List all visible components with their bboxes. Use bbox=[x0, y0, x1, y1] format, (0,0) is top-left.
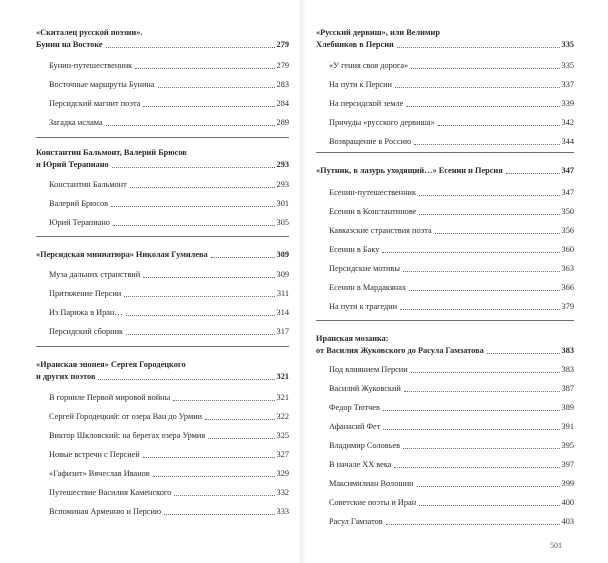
toc-entry-title: Персидский сборник bbox=[49, 327, 124, 336]
dot-leader bbox=[487, 352, 560, 354]
dot-leader bbox=[158, 86, 275, 88]
section-heading-title: Бунин на Востоке bbox=[36, 40, 103, 49]
toc-entry bbox=[36, 76, 289, 90]
toc-entry bbox=[36, 408, 289, 422]
toc-entry-page: 395 bbox=[561, 441, 574, 450]
toc-entry bbox=[316, 260, 574, 274]
dot-leader bbox=[106, 46, 275, 48]
toc-entry-page: 289 bbox=[276, 118, 289, 127]
dot-leader bbox=[411, 371, 560, 373]
toc-entry bbox=[316, 184, 574, 198]
toc-entry-page: 387 bbox=[561, 384, 574, 393]
toc-entry bbox=[316, 298, 574, 312]
dot-leader bbox=[124, 295, 275, 297]
toc-entry bbox=[316, 380, 574, 394]
toc-entry-page: 283 bbox=[276, 80, 289, 89]
toc-entry-page: 335 bbox=[561, 61, 574, 70]
dot-leader bbox=[400, 308, 559, 310]
toc-entry-page: 333 bbox=[276, 507, 289, 516]
toc-entry bbox=[36, 427, 289, 441]
dot-leader bbox=[382, 251, 559, 253]
dot-leader bbox=[130, 186, 275, 188]
dot-leader bbox=[395, 86, 560, 88]
book-gutter bbox=[300, 0, 308, 563]
toc-entry-title: Из Парижа в Иран… bbox=[49, 308, 123, 317]
toc-entry bbox=[316, 513, 574, 527]
toc-entry bbox=[36, 195, 289, 209]
section-heading-page: 293 bbox=[276, 160, 289, 169]
dot-leader bbox=[211, 256, 275, 258]
toc-entry-page: 347 bbox=[561, 188, 574, 197]
toc-entry-page: 399 bbox=[561, 479, 574, 488]
toc-entry-title: Возвращение в Россию bbox=[329, 137, 412, 146]
toc-entry-page: 314 bbox=[276, 308, 289, 317]
toc-entry bbox=[316, 475, 574, 489]
section-heading-title: Хлебников в Персии bbox=[316, 40, 394, 49]
dot-leader bbox=[111, 205, 274, 207]
toc-entry-page: 350 bbox=[561, 207, 574, 216]
toc-entry bbox=[36, 304, 289, 318]
toc-entry bbox=[316, 114, 574, 128]
toc-entry-page: 342 bbox=[561, 118, 574, 127]
toc-entry-page: 293 bbox=[276, 180, 289, 189]
toc-entry bbox=[36, 114, 289, 128]
dot-leader bbox=[126, 314, 275, 316]
toc-entry-page: 305 bbox=[276, 218, 289, 227]
dot-leader bbox=[208, 437, 274, 439]
dot-leader bbox=[143, 456, 275, 458]
section-heading-page: 335 bbox=[561, 40, 574, 49]
section-heading-page: 383 bbox=[561, 346, 574, 355]
toc-entry-page: 391 bbox=[561, 422, 574, 431]
toc-entry-title: Расул Гамзатов bbox=[329, 517, 383, 526]
toc-entry-title: «У гения своя дорога» bbox=[329, 61, 409, 70]
dot-leader bbox=[411, 67, 559, 69]
toc-entry bbox=[36, 484, 289, 498]
section-heading-title: и Юрий Терапиано bbox=[36, 160, 109, 169]
toc-entry-title: Притяжение Персии bbox=[49, 289, 122, 298]
dot-leader bbox=[135, 67, 274, 69]
dot-leader bbox=[419, 504, 559, 506]
toc-entry-page: 321 bbox=[276, 393, 289, 402]
toc-entry-title: Виктор Шкловский: на берегах озера Урмия bbox=[49, 431, 206, 440]
toc-entry-page: 337 bbox=[561, 80, 574, 89]
dot-leader bbox=[205, 418, 274, 420]
dot-leader bbox=[98, 378, 274, 380]
toc-entry bbox=[316, 203, 574, 217]
section-heading-page: 347 bbox=[561, 166, 574, 175]
dot-leader bbox=[173, 399, 274, 401]
toc-entry-title: На пути к Персии bbox=[329, 80, 392, 89]
toc-entry-page: 339 bbox=[561, 99, 574, 108]
toc-entry-title: Константин Бальмонт bbox=[49, 180, 127, 189]
dot-leader bbox=[414, 143, 559, 145]
toc-entry-page: 403 bbox=[561, 517, 574, 526]
toc-entry bbox=[36, 465, 289, 479]
toc-entry-page: 366 bbox=[561, 283, 574, 292]
section-divider bbox=[36, 236, 289, 237]
dot-leader bbox=[126, 333, 274, 335]
toc-entry-page: 311 bbox=[276, 289, 289, 298]
toc-entry-page: 329 bbox=[276, 469, 289, 478]
toc-entry bbox=[316, 361, 574, 375]
toc-entry bbox=[316, 399, 574, 413]
section-heading-page: 279 bbox=[276, 40, 289, 49]
toc-entry-title: Максимилиан Волошин bbox=[329, 479, 414, 488]
dot-leader bbox=[174, 494, 274, 496]
section-heading-line: «Скиталец русской поэзии». bbox=[36, 28, 143, 37]
toc-entry-title: Кавказские странствия поэта bbox=[329, 226, 432, 235]
dot-leader bbox=[386, 523, 560, 525]
section-heading bbox=[316, 36, 574, 50]
dot-leader bbox=[112, 166, 275, 168]
toc-entry-title: Вспоминая Арменню и Персию bbox=[49, 507, 162, 516]
toc-entry bbox=[316, 494, 574, 508]
section-heading bbox=[36, 246, 289, 260]
toc-entry-title: Есенин в Баку bbox=[329, 245, 380, 254]
toc-entry-title: На персидской земле bbox=[329, 99, 404, 108]
dot-leader bbox=[153, 475, 275, 477]
toc-entry-title: Василий Жуковский bbox=[329, 384, 401, 393]
toc-entry-page: 389 bbox=[561, 403, 574, 412]
toc-entry bbox=[316, 418, 574, 432]
toc-entry-page: 327 bbox=[276, 450, 289, 459]
dot-leader bbox=[164, 513, 274, 515]
dot-leader bbox=[417, 485, 560, 487]
section-divider bbox=[36, 137, 289, 138]
section-divider bbox=[36, 346, 289, 347]
section-heading bbox=[316, 162, 574, 176]
toc-entry-title: Есенин в Константинове bbox=[329, 207, 417, 216]
toc-entry-title: Персидские мотивы bbox=[329, 264, 400, 273]
section-heading-title: «Путник, в лазурь уходящий…» Есенин и Персия bbox=[316, 166, 503, 175]
toc-entry bbox=[316, 241, 574, 255]
toc-entry bbox=[316, 76, 574, 90]
toc-entry-title: Новые встречи с Персией bbox=[49, 450, 140, 459]
toc-entry-page: 363 bbox=[561, 264, 574, 273]
toc-entry bbox=[36, 57, 289, 71]
toc-entry-title: Сергей Городецкий: от озера Ван до Урмии bbox=[49, 412, 203, 421]
toc-entry bbox=[316, 95, 574, 109]
toc-entry-title: Восточные маршруты Бунина bbox=[49, 80, 155, 89]
toc-entry bbox=[316, 279, 574, 293]
toc-entry bbox=[36, 285, 289, 299]
section-heading bbox=[36, 156, 289, 170]
toc-entry bbox=[36, 389, 289, 403]
dot-leader bbox=[435, 232, 560, 234]
toc-entry bbox=[36, 176, 289, 190]
dot-leader bbox=[106, 124, 275, 126]
toc-entry-title: В начале XX века bbox=[329, 460, 392, 469]
toc-entry-page: 332 bbox=[276, 488, 289, 497]
dot-leader bbox=[394, 466, 559, 468]
toc-entry bbox=[36, 214, 289, 228]
toc-entry-page: 397 bbox=[561, 460, 574, 469]
section-divider bbox=[316, 320, 574, 321]
toc-entry-page: 284 bbox=[276, 99, 289, 108]
toc-entry-title: Персидский магнит поэта bbox=[49, 99, 141, 108]
section-divider bbox=[316, 152, 574, 153]
section-heading-line: «Иранская эпопея» Сергея Городецкого bbox=[36, 360, 186, 369]
toc-entry-title: В горниле Первой мировой войны bbox=[49, 393, 171, 402]
toc-entry bbox=[36, 446, 289, 460]
toc-entry-title: Есенин-путешественник bbox=[329, 188, 417, 197]
section-heading-line: «Русский дервиш», или Велимир bbox=[316, 28, 440, 37]
toc-entry bbox=[36, 266, 289, 280]
dot-leader bbox=[383, 428, 559, 430]
section-heading-page: 321 bbox=[276, 372, 289, 381]
section-heading bbox=[36, 36, 289, 50]
toc-entry bbox=[316, 57, 574, 71]
section-heading-title: и других поэтов bbox=[36, 372, 96, 381]
toc-entry-page: 301 bbox=[276, 199, 289, 208]
toc-entry-title: Советские поэты и Иран bbox=[329, 498, 417, 507]
toc-entry-title: Под влиянием Персии bbox=[329, 365, 408, 374]
dot-leader bbox=[403, 447, 559, 449]
toc-entry bbox=[316, 456, 574, 470]
dot-leader bbox=[403, 270, 560, 272]
toc-entry-page: 309 bbox=[276, 270, 289, 279]
section-heading bbox=[316, 342, 574, 356]
toc-entry bbox=[36, 95, 289, 109]
dot-leader bbox=[397, 46, 560, 48]
dot-leader bbox=[383, 409, 560, 411]
dot-leader bbox=[406, 105, 559, 107]
toc-entry-title: Бунин-путешественник bbox=[49, 61, 133, 70]
dot-leader bbox=[409, 289, 560, 291]
section-heading-line: Константин Бальмонт, Валерий Брюсов bbox=[36, 148, 187, 157]
section-heading-title: от Василия Жуковского до Расула Гамзатова bbox=[316, 346, 484, 355]
section-heading-title: «Персидская миниатюра» Николая Гумилева bbox=[36, 250, 208, 259]
toc-entry-title: Загадка ислама bbox=[49, 118, 103, 127]
toc-entry bbox=[36, 323, 289, 337]
section-heading bbox=[36, 368, 289, 382]
dot-leader bbox=[113, 224, 275, 226]
toc-entry-title: Есенин в Мардакянах bbox=[329, 283, 407, 292]
dot-leader bbox=[438, 124, 560, 126]
toc-entry-page: 317 bbox=[276, 327, 289, 336]
toc-entry-title: Федор Тютчев bbox=[329, 403, 380, 412]
dot-leader bbox=[143, 105, 274, 107]
toc-entry-title: Афанасий Фет bbox=[329, 422, 381, 431]
toc-entry bbox=[36, 503, 289, 517]
toc-entry-page: 356 bbox=[561, 226, 574, 235]
toc-entry-page: 360 bbox=[561, 245, 574, 254]
toc-entry-title: Муза дальних странствий bbox=[49, 270, 141, 279]
section-heading-line: Иранская мозаика: bbox=[316, 334, 389, 343]
page-number: 501 bbox=[550, 541, 562, 550]
section-heading-page: 309 bbox=[276, 250, 289, 259]
toc-entry-title: Путешествие Василия Каменского bbox=[49, 488, 172, 497]
toc-entry bbox=[316, 222, 574, 236]
dot-leader bbox=[143, 276, 274, 278]
dot-leader bbox=[506, 172, 560, 174]
toc-entry-title: Причуды «русского дервиша» bbox=[329, 118, 435, 127]
dot-leader bbox=[419, 213, 559, 215]
toc-entry bbox=[316, 133, 574, 147]
toc-entry-page: 279 bbox=[276, 61, 289, 70]
toc-entry-title: Юрий Терапиано bbox=[49, 218, 110, 227]
toc-entry-page: 325 bbox=[276, 431, 289, 440]
toc-entry-page: 383 bbox=[561, 365, 574, 374]
toc-entry-title: На пути к трагедии bbox=[329, 302, 398, 311]
toc-entry-title: Владимир Соловьев bbox=[329, 441, 401, 450]
toc-entry-title: «Гафизит» Вячеслав Иванов bbox=[49, 469, 150, 478]
toc-entry-page: 344 bbox=[561, 137, 574, 146]
toc-entry-page: 322 bbox=[276, 412, 289, 421]
dot-leader bbox=[419, 194, 560, 196]
dot-leader bbox=[404, 390, 560, 392]
toc-entry-page: 379 bbox=[561, 302, 574, 311]
toc-entry-title: Валерий Брюсов bbox=[49, 199, 109, 208]
toc-entry bbox=[316, 437, 574, 451]
toc-entry-page: 400 bbox=[561, 498, 574, 507]
